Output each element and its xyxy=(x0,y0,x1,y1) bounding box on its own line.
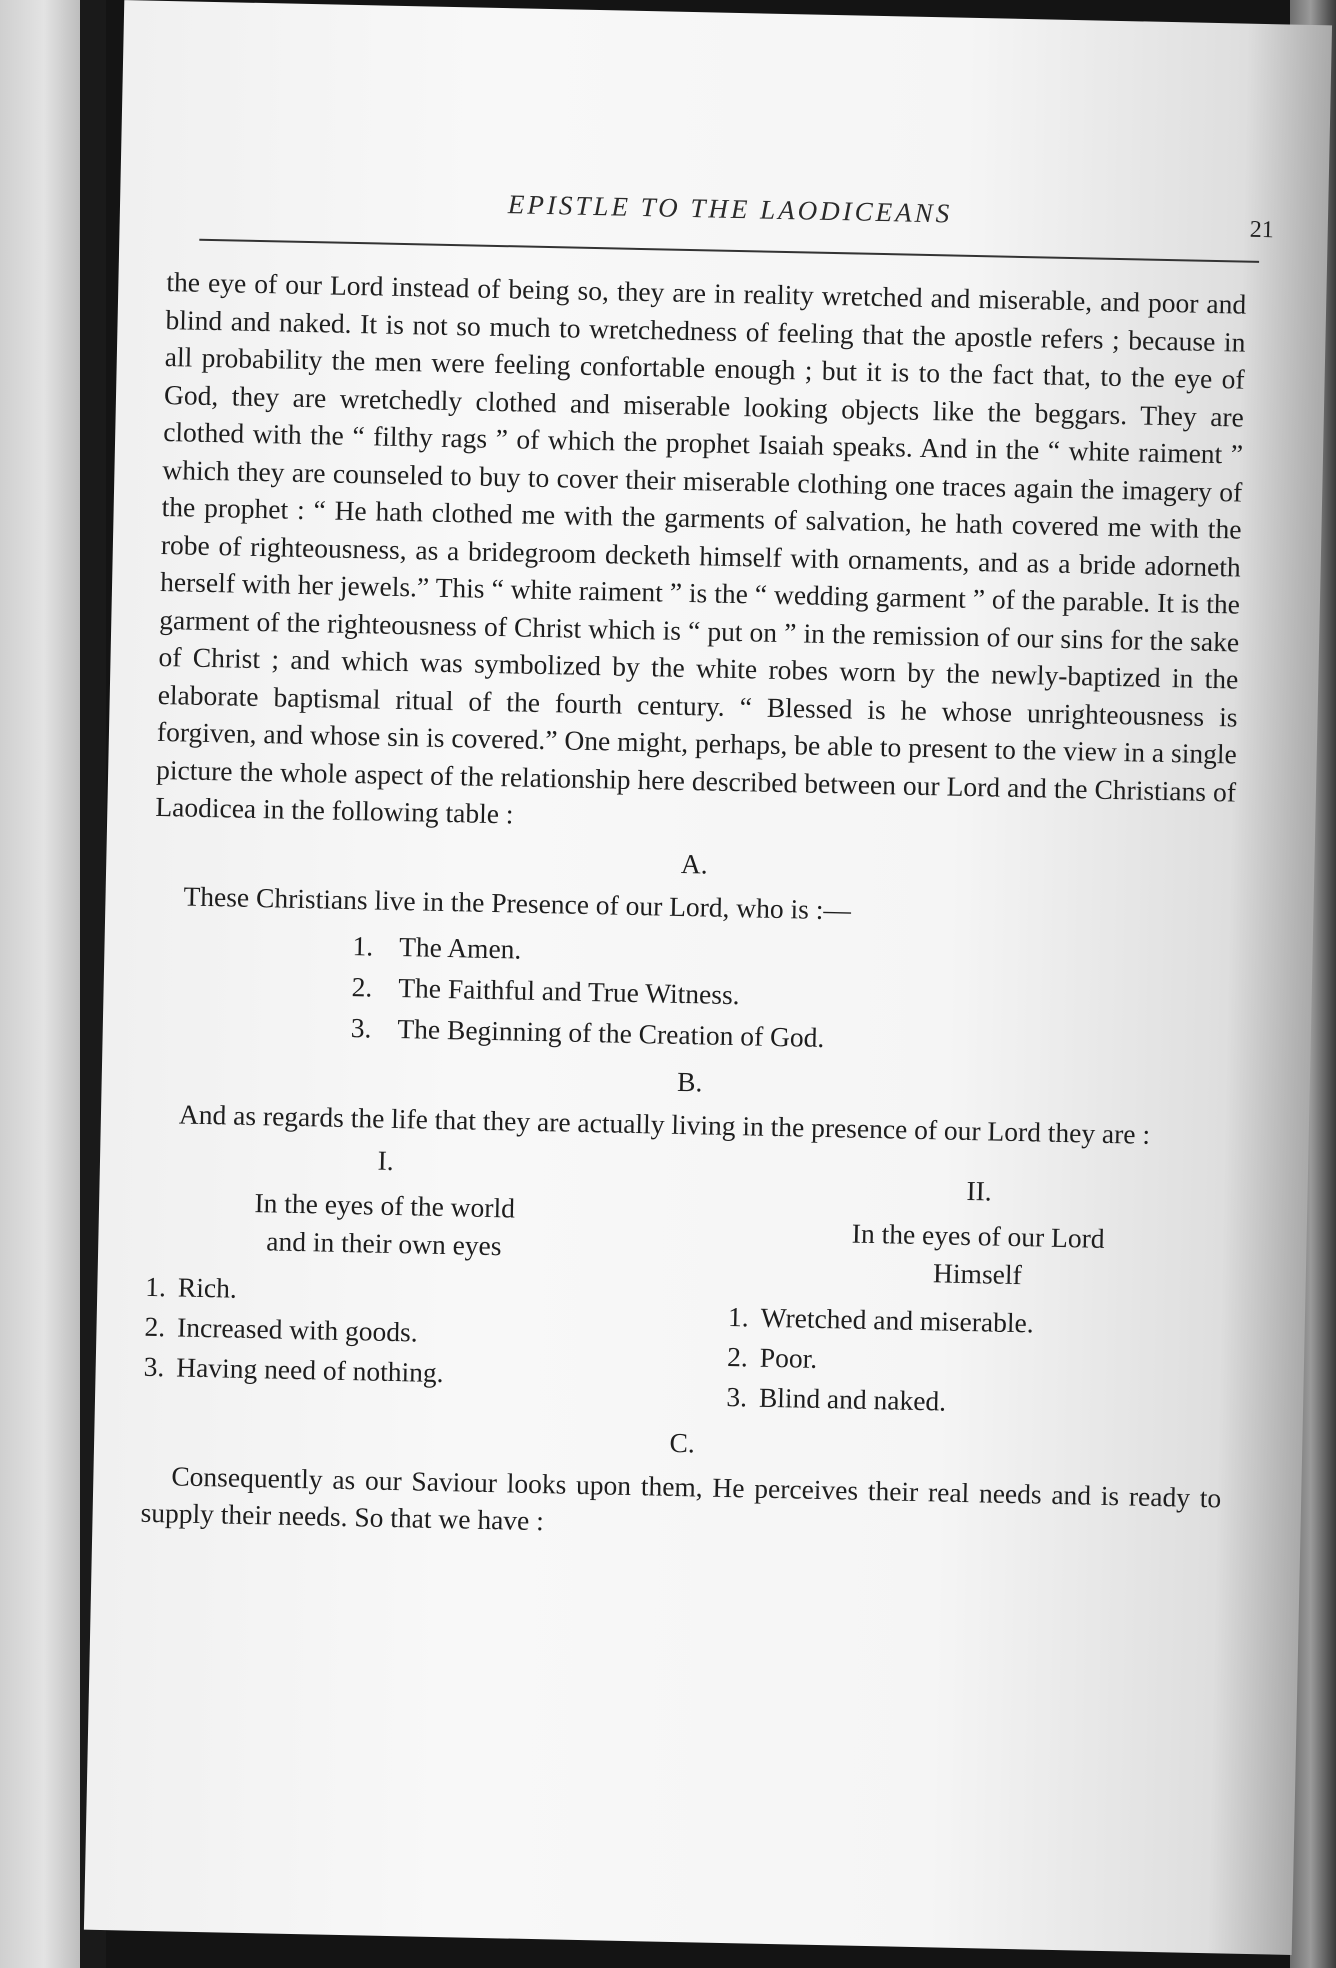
list-item-text: The Faithful and True Witness. xyxy=(398,971,740,1010)
column-heading: I. xyxy=(377,1144,395,1176)
column-list xyxy=(143,1267,621,1397)
column-description-line: and in their own eyes xyxy=(266,1224,502,1261)
facing-page-edge xyxy=(0,0,80,1968)
section-c-heading: C. xyxy=(669,1426,696,1459)
book-page xyxy=(84,0,1332,1955)
list-item-text: The Beginning of the Creation of God. xyxy=(397,1012,825,1053)
list-item-text: Blind and naked. xyxy=(758,1381,947,1417)
list-item-number: 1. xyxy=(727,1301,750,1333)
list-item-text: Having need of nothing. xyxy=(176,1351,444,1389)
list-item-number: 1. xyxy=(352,929,374,962)
column-heading: II. xyxy=(966,1174,993,1207)
column-description xyxy=(729,1212,1227,1297)
list-item-number: 2. xyxy=(351,970,373,1002)
list-item-text: Rich. xyxy=(177,1271,238,1304)
section-b-heading: B. xyxy=(676,1065,703,1097)
section-a-list xyxy=(150,920,1232,1066)
list-item-number: 3. xyxy=(350,1011,372,1043)
column-description-line: Himself xyxy=(932,1256,1023,1290)
list-item-number: 2. xyxy=(144,1310,166,1343)
page-number: 21 xyxy=(1249,216,1275,244)
running-title: EPISTLE TO THE LAODICEANS xyxy=(507,189,953,229)
comparison-table xyxy=(143,1136,1228,1427)
page-body xyxy=(140,263,1246,1554)
running-header xyxy=(199,177,1275,263)
column-lord-view xyxy=(726,1149,1228,1428)
section-c-intro: Consequently as our Saviour looks upon them, He perceives their real needs and is ready to supply their needs. So that we have : xyxy=(140,1459,1222,1537)
list-item-text: Increased with goods. xyxy=(176,1311,418,1348)
section-b-intro: And as regards the life that they are actually living in the presence of our Lord they are : xyxy=(178,1098,1151,1150)
list-item-number: 1. xyxy=(145,1270,167,1303)
column-description-line: In the eyes of the world xyxy=(254,1187,516,1224)
list-item-number: 3. xyxy=(726,1381,748,1413)
body-paragraph: the eye of our Lord instead of being so, they are in reality wretched and miserable, and poor and blind and naked. It is not so much to wretchedness of feeling that the apostle refers ; because in all probability the men were feeling confortable enough ; but it is to the fact that, to the eye of God, they are wretchedly clothed and miserable looking objects like the beggars. They are clothed with the “ filthy rags ” of which the prophet Isaiah speaks. And in the “ white raiment ” which they are counseled to buy to cover their miserable clothing one traces again the imagery of the prophet : “ He hath clothed me with the garments of salvation, he hath covered me with the robe of righteousness, as a bridegroom decketh himself with ornaments, and as a bride adorneth herself with her jewels.” This “ white raiment ” is the “ wedding garment ” of the parable. It is the garment of the righteousness of Christ which is “ put on ” in the remission of our sins for the sake of Christ ; and which was symbolized by the white robes worn by the newly-baptized in the elaborate baptismal ritual of the fourth century. “ Blessed is he whose unrighteousness is forgiven, and whose sin is covered.” One might, perhaps, be able to present to the view in a single picture the whole aspect of the relationship here described between our Lord and the Christians of Laodicea in the following table : xyxy=(155,266,1247,830)
list-item-text: Poor. xyxy=(759,1341,818,1374)
list-item-text: Wretched and miserable. xyxy=(760,1301,1034,1339)
list-item-text: The Amen. xyxy=(398,930,522,965)
section-a-intro: These Christians live in the Presence of our Lord, who is :— xyxy=(183,880,852,926)
section-a-heading: A. xyxy=(680,847,709,879)
column-description-line: In the eyes of our Lord xyxy=(851,1217,1105,1254)
column-description xyxy=(146,1182,623,1267)
column-list xyxy=(726,1297,1225,1427)
column-world-view xyxy=(143,1136,624,1414)
list-item-number: 3. xyxy=(143,1350,165,1383)
list-item-number: 2. xyxy=(726,1341,749,1373)
list-item xyxy=(143,1347,619,1397)
